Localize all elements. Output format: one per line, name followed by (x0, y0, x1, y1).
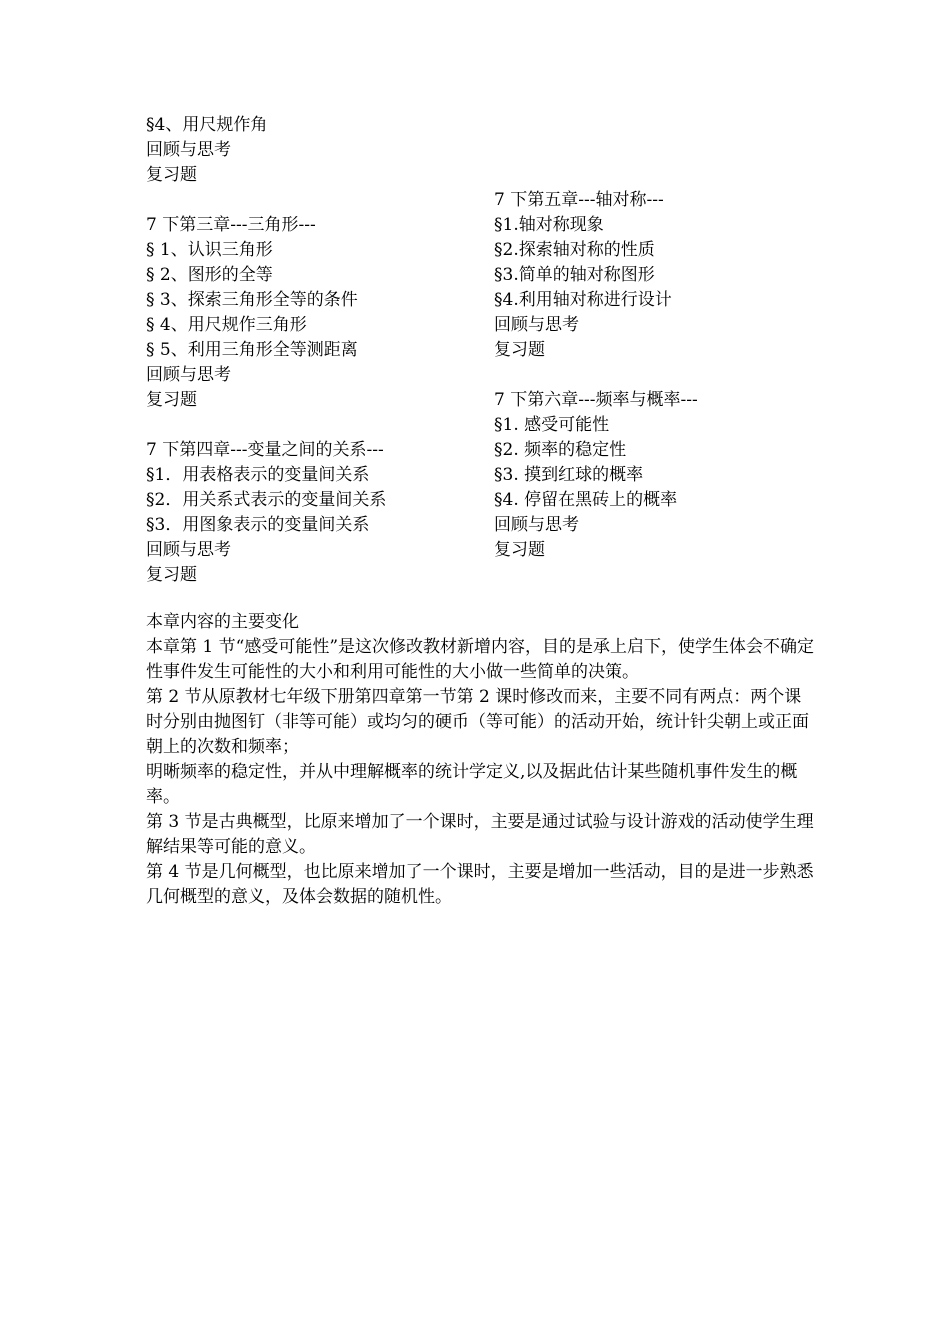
ch6-item: §1. 感受可能性 (494, 415, 610, 435)
ch3-item: § 3、探索三角形全等的条件 (146, 290, 358, 310)
ch3-item: § 5、利用三角形全等测距离 (146, 340, 358, 360)
ch6-item: §4. 停留在黑砖上的概率 (494, 490, 678, 510)
ch5-exercises: 复习题 (494, 340, 545, 360)
ch3-title: 7 下第三章---三角形--- (146, 215, 316, 235)
ch2-section-4: §4、用尺规作角 (146, 115, 268, 135)
ch6-title: 7 下第六章---频率与概率--- (494, 390, 698, 410)
ch3-item: § 1、认识三角形 (146, 240, 273, 260)
ch3-review: 回顾与思考 (146, 365, 231, 385)
ch4-title: 7 下第四章---变量之间的关系--- (146, 440, 384, 460)
ch3-item: § 4、用尺规作三角形 (146, 315, 307, 335)
changes-section (146, 610, 814, 910)
changes-paragraph: 本章第 1 节“感受可能性”是这次修改教材新增内容，目的是承上启下，使学生体会不确定性事件发生可能性的大小和利用可能性的大小做一些简单的决策。 (146, 637, 815, 682)
ch5-item: §2.探索轴对称的性质 (494, 240, 655, 260)
ch5-review: 回顾与思考 (494, 315, 579, 335)
ch2-review: 回顾与思考 (146, 140, 231, 160)
ch6-exercises: 复习题 (494, 540, 545, 560)
ch3-exercises: 复习题 (146, 390, 197, 410)
ch2-exercises: 复习题 (146, 165, 197, 185)
changes-paragraph: 第 4 节是几何概型，也比原来增加了一个课时，主要是增加一些活动，目的是进一步熟悉几何概型的意义，及体会数据的随机性。 (146, 862, 814, 907)
ch5-title: 7 下第五章---轴对称--- (494, 190, 664, 210)
ch6-review: 回顾与思考 (494, 515, 579, 535)
ch5-item: §4.利用轴对称进行设计 (494, 290, 672, 310)
ch3-item: § 2、图形的全等 (146, 265, 273, 285)
ch6-item: §3. 摸到红球的概率 (494, 465, 644, 485)
changes-paragraph: 第 2 节从原教材七年级下册第四章第一节第 2 课时修改而来，主要不同有两点：两个课时分别由抛图钉（非等可能）或均匀的硬币（等可能）的活动开始，统计针尖朝上或正面朝上的次数和频率； (146, 687, 809, 757)
changes-paragraph: 明晰频率的稳定性，并从中理解概率的统计学定义,以及据此估计某些随机事件发生的概率。 (146, 762, 798, 807)
ch4-item: §2．用关系式表示的变量间关系 (146, 490, 387, 510)
left-column (146, 113, 386, 588)
ch5-item: §1.轴对称现象 (494, 215, 604, 235)
changes-heading: 本章内容的主要变化 (146, 612, 299, 632)
ch4-review: 回顾与思考 (146, 540, 231, 560)
ch6-item: §2. 频率的稳定性 (494, 440, 627, 460)
changes-paragraph: 第 3 节是古典概型，比原来增加了一个课时，主要是通过试验与设计游戏的活动使学生理解结果等可能的意义。 (146, 812, 814, 857)
ch4-item: §3．用图象表示的变量间关系 (146, 515, 370, 535)
ch5-item: §3.简单的轴对称图形 (494, 265, 655, 285)
ch4-exercises: 复习题 (146, 565, 197, 585)
right-column (494, 188, 698, 563)
ch4-item: §1．用表格表示的变量间关系 (146, 465, 370, 485)
